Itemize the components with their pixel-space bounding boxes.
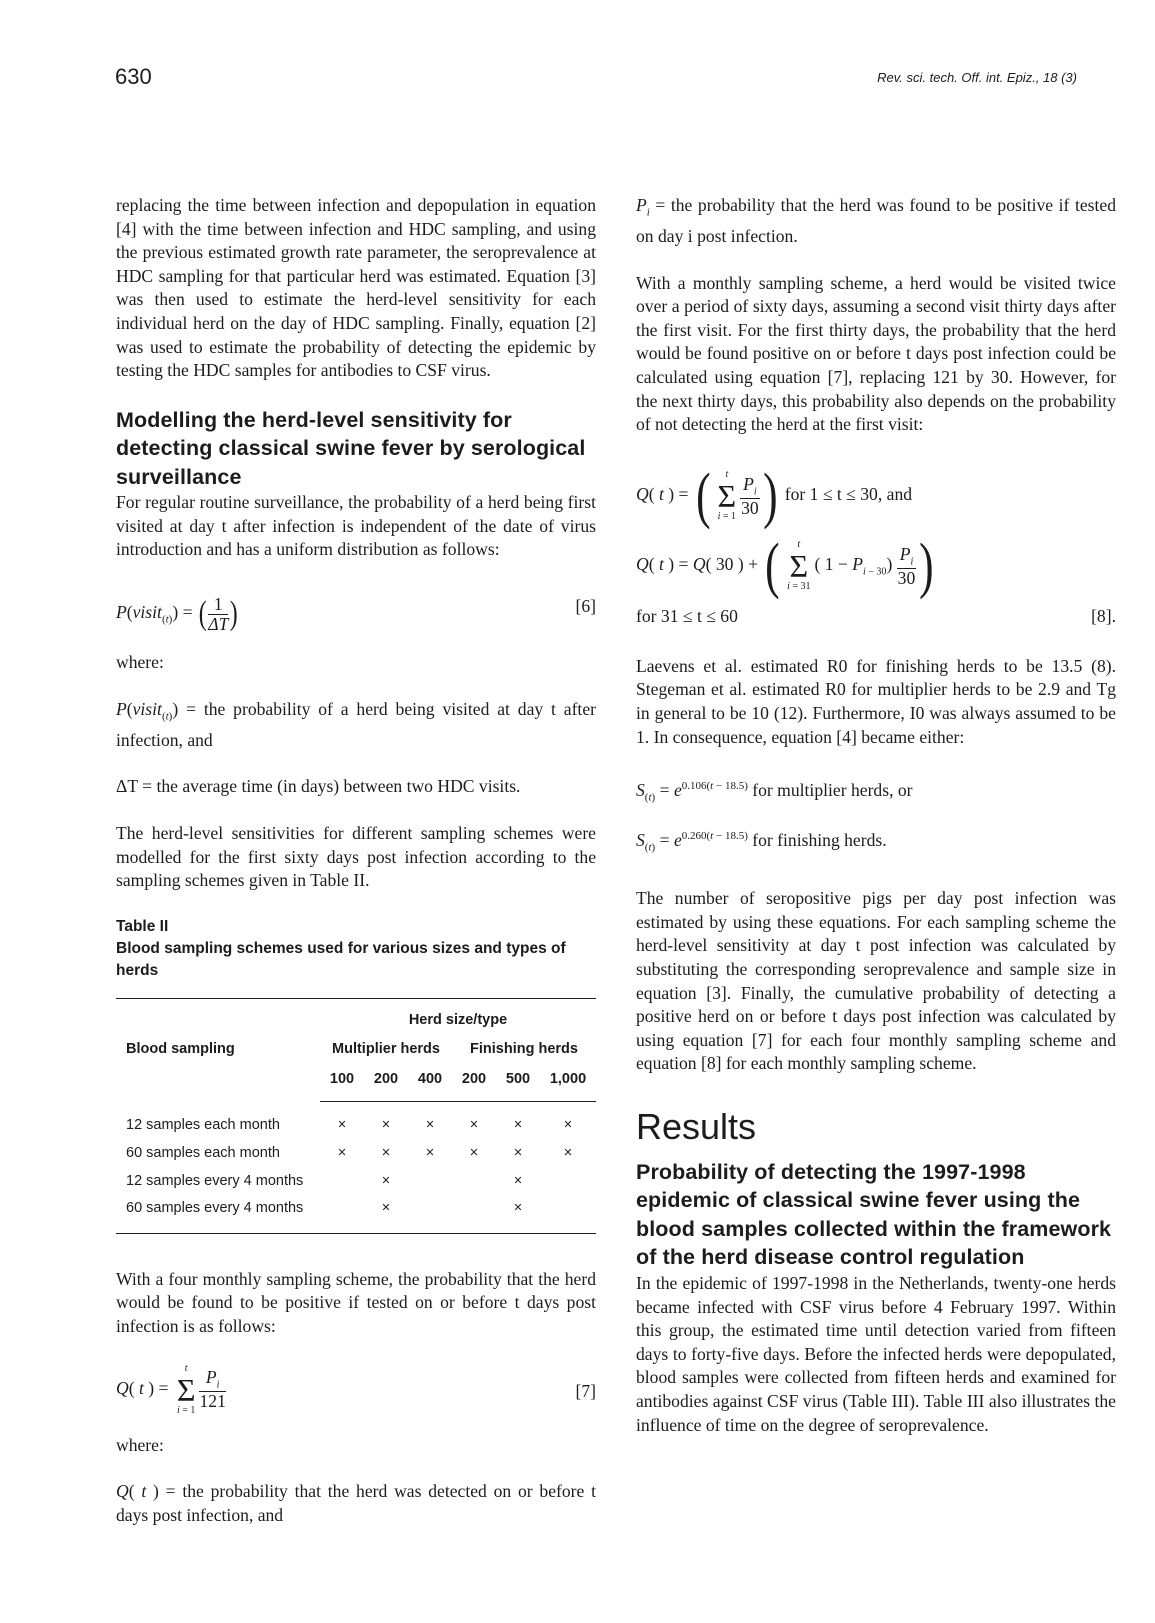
definition-p-text: = the probability that the herd was found to be positive if tested on day i post infection.: [636, 195, 1116, 247]
table-cell: [320, 1195, 364, 1233]
table-cell: ×: [513, 1172, 523, 1189]
table-col-header: 100: [320, 1065, 364, 1102]
equation-multiplier: $S_{(t)} = e^{0.106(t - 18.5)}$ for multiplier herds, or: [636, 780, 913, 804]
table-cell: ×: [381, 1172, 391, 1189]
table-ii: [116, 916, 596, 1234]
table-cell: ×: [496, 1195, 540, 1233]
table-cell: ×: [425, 1145, 435, 1162]
equation-8-condition-1: for 1 ≤ t ≤ 30, and: [784, 483, 913, 504]
right-paragraph-3: The number of seropositive pigs per day post infection was estimated by using these equations. For each sampling scheme the herd-level sensitivity at day t post infection was calculated by substituting the corresponding seroprevalence and sample size in equation [3]. Finally, the cumulative probability of detecting a positive herd on or before t days post infection was calculated by using equation [7] for each four monthly sampling scheme and equation [8] for each monthly sampling scheme.: [636, 888, 1116, 1074]
table-row-label: 60 samples every 4 months: [116, 1195, 320, 1233]
equation-8-footer: [636, 605, 1116, 633]
table-row-label: 60 samples each month: [126, 1145, 280, 1162]
results-heading: Results: [636, 1105, 757, 1147]
table-col-header: 200: [364, 1065, 408, 1102]
equation-6: P(visit$_{(t)}$) = ( $\frac{1}{\Delta T}$ ) [6]: [116, 594, 596, 634]
table-group-finishing: Finishing herds: [470, 1041, 578, 1058]
table-cell: [408, 1168, 452, 1196]
definition-delta-t: ΔT = the average time (in days) between two HDC visits.: [116, 776, 521, 797]
journal-reference: Rev. sci. tech. Off. int. Epiz., 18 (3): [877, 70, 1077, 85]
table-row-header: Blood sampling: [126, 1041, 235, 1058]
table-row-label: 12 samples every 4 months: [126, 1172, 304, 1189]
table-cell: ×: [381, 1145, 391, 1162]
table-row: [116, 1195, 596, 1233]
left-column: [116, 194, 596, 1527]
table-cell: ×: [563, 1117, 573, 1134]
equation-multiplier-label: for multiplier herds, or: [752, 780, 913, 801]
table-group-header: Herd size/type: [320, 998, 596, 1035]
right-paragraph-2: Laevens et al. estimated R0 for finishing herds to be 13.5 (8). Stegeman et al. estimated R0 for multiplier herds to be 2.9 and Tg in general to be 10 (12). Furthermore, I0 was always assumed to be 1. In consequence, equation [4] became either:: [636, 655, 1116, 747]
equation-8-part-2: Q( t ) = Q( 30 ) + ( t Σ i = 31 ( $1 - P_{i - 30}$) $\frac{P_i}{30}$ ): [636, 531, 934, 600]
table-group-multiplier: Multiplier herds: [332, 1041, 440, 1058]
table-cell: ×: [469, 1145, 479, 1162]
equation-7-number: [7]: [575, 1380, 596, 1401]
equation-6-number: [6]: [575, 596, 596, 617]
right-column: [636, 194, 1116, 1437]
table-col-header: 200: [452, 1065, 496, 1102]
table-col-header: 500: [496, 1065, 540, 1102]
table-row: [116, 1102, 596, 1140]
definition-q: Q( t ) = the probability that the herd was detected on or before t days post infection, and: [116, 1481, 596, 1525]
table-cell: ×: [469, 1117, 479, 1134]
left-paragraph-2: For regular routine surveillance, the probability of a herd being first visited at day t after infection is independent of the date of virus introduction and has a uniform distribution as follows:: [116, 492, 596, 560]
table-row: [116, 1140, 596, 1168]
table-cell: [452, 1168, 496, 1196]
left-paragraph-3: The herd-level sensitivities for different sampling schemes were modelled for the first sixty days post infection according to the sampling schemes given in Table II.: [116, 822, 596, 891]
table-col-header: 400: [408, 1065, 452, 1102]
table-cell: [452, 1195, 496, 1233]
equation-8-condition-2: for 31 ≤ t ≤ 60: [636, 605, 738, 626]
definition-p: $P_i$ = the probability that the herd was found to be positive if tested on day i post infection.: [636, 195, 1116, 247]
table-cell: ×: [513, 1145, 523, 1162]
where-label-1: where:: [116, 652, 164, 673]
table-cell: [540, 1195, 596, 1233]
section-heading-modelling: Modelling the herd-level sensitivity for detecting classical swine fever by serological surveillance: [116, 407, 586, 489]
table-row: [116, 1168, 596, 1196]
table-cell: ×: [337, 1117, 347, 1134]
table-col-header: 1,000: [540, 1065, 596, 1102]
table-title: Blood sampling schemes used for various sizes and types of herds: [116, 939, 566, 979]
table-cell: ×: [513, 1117, 523, 1134]
table-cell: [540, 1168, 596, 1196]
right-paragraph-1: With a monthly sampling scheme, a herd would be visited twice over a period of sixty days, assuming a second visit thirty days after the first visit. For the first thirty days, the probability that the herd would be found positive on or before t days post infection could be calculated using equation [7], replacing 121 by 30. However, for the next thirty days, this probability also depends on the probability of not detecting the herd at the first visit:: [636, 272, 1116, 435]
left-paragraph-1: replacing the time between infection and depopulation in equation [4] with the time between infection and HDC sampling, and using the previous estimated growth rate parameter, the seroprevalence at HDC sampling for that particular herd was estimated. Equation [3] was then used to estimate the herd-level sensitivity for each individual herd on the day of HDC sampling. Finally, equation [2] was used to estimate the probability of detecting the epidemic by testing the HDC samples for antibodies to CSF virus.: [116, 195, 596, 381]
table-cell: ×: [381, 1117, 391, 1134]
table-grid: [116, 998, 596, 1234]
definition-q-text: = the probability that the herd was detected on or before t days post infection, and: [116, 1481, 596, 1525]
table-cell: ×: [364, 1195, 408, 1233]
equation-8-number: [8].: [1091, 605, 1116, 626]
page-number: 630: [115, 64, 152, 89]
equation-finishing-label: for finishing herds.: [752, 830, 887, 851]
table-cell: ×: [337, 1145, 347, 1162]
table-label: Table II: [116, 917, 169, 935]
equation-finishing: $S_{(t)} = e^{0.260(t - 18.5)}$ for finishing herds.: [636, 830, 887, 854]
definition-visit: P(visit$_{(t)}$) = the probability of a herd being visited at day t after infection, and: [116, 698, 596, 750]
left-paragraph-4: With a four monthly sampling scheme, the probability that the herd would be found to be positive if tested on or before t days post infection is as follows:: [116, 1268, 596, 1337]
table-cell: ×: [425, 1117, 435, 1134]
right-paragraph-4: In the epidemic of 1997-1998 in the Netherlands, twenty-one herds became infected with CSF virus before 4 February 1997. Within this group, the estimated time until detection varied from fifteen days to forty-five days. Before the infected herds were depopulated, blood samples were collected from fifteen herds and examined for antibodies against CSF virus (Table III). Table III also illustrates the influence of time on the degree of seroprevalence.: [636, 1272, 1116, 1435]
table-cell: ×: [563, 1145, 573, 1162]
equation-8-part-1: Q( t ) = ( t Σ i = 1 $\frac{P_i}{30}$ ) for 1 ≤ t ≤ 30, and: [636, 461, 913, 530]
table-row-label: 12 samples each month: [126, 1117, 280, 1134]
equation-7: Q( t ) = t Σ i = 1 $\frac{P_i}{121}$ [7]: [116, 1362, 596, 1416]
where-label-2: where:: [116, 1434, 164, 1455]
section-heading-probability: Probability of detecting the 1997-1998 epidemic of classical swine fever using the blood samples collected within the framework of the herd disease control regulation: [636, 1159, 1112, 1270]
table-cell: [320, 1168, 364, 1196]
definition-visit-text: = the probability of a herd being visited at day t after infection, and: [116, 698, 596, 750]
table-cell: [408, 1195, 452, 1233]
